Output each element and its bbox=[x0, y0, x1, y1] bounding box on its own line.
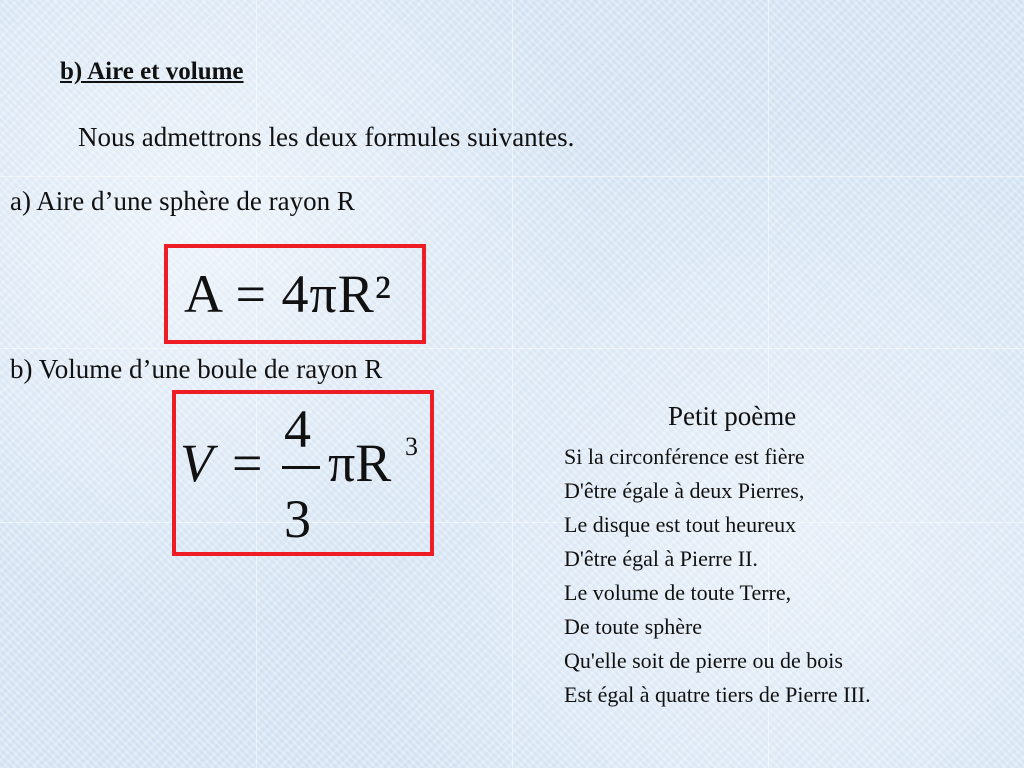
poem-line: De toute sphère bbox=[564, 614, 703, 639]
poem-line: Le disque est tout heureux bbox=[564, 512, 797, 537]
intro-text: Nous admettrons les deux formules suivantes. bbox=[78, 122, 575, 152]
poem-line: D'être égal à Pierre II. bbox=[564, 546, 758, 571]
volume-equals: = bbox=[232, 433, 263, 493]
volume-variable: V bbox=[180, 433, 213, 493]
texture-seam bbox=[512, 0, 513, 768]
texture-seam bbox=[0, 176, 1024, 177]
texture-seam bbox=[0, 348, 1024, 349]
fraction-bar bbox=[282, 466, 320, 469]
section-title: b) Aire et volume bbox=[60, 58, 244, 85]
volume-heading: b) Volume d’une boule de rayon R bbox=[10, 354, 383, 384]
poem-line: Est égal à quatre tiers de Pierre III. bbox=[564, 682, 871, 707]
pi-r: πR bbox=[328, 433, 392, 493]
poem-line: Si la circonférence est fière bbox=[564, 444, 805, 469]
area-heading: a) Aire d’une sphère de rayon R bbox=[10, 186, 355, 216]
poem-title: Petit poème bbox=[668, 401, 797, 431]
poem-line: Le volume de toute Terre, bbox=[564, 580, 792, 605]
poem-line: D'être égale à deux Pierres, bbox=[564, 478, 805, 503]
fraction-denominator: 3 bbox=[284, 489, 311, 549]
poem-line: Qu'elle soit de pierre ou de bois bbox=[564, 648, 843, 673]
poem-lines bbox=[564, 440, 871, 712]
exponent: 3 bbox=[405, 432, 418, 461]
fraction-numerator: 4 bbox=[284, 399, 311, 459]
area-formula: A = 4πR² bbox=[184, 264, 392, 324]
